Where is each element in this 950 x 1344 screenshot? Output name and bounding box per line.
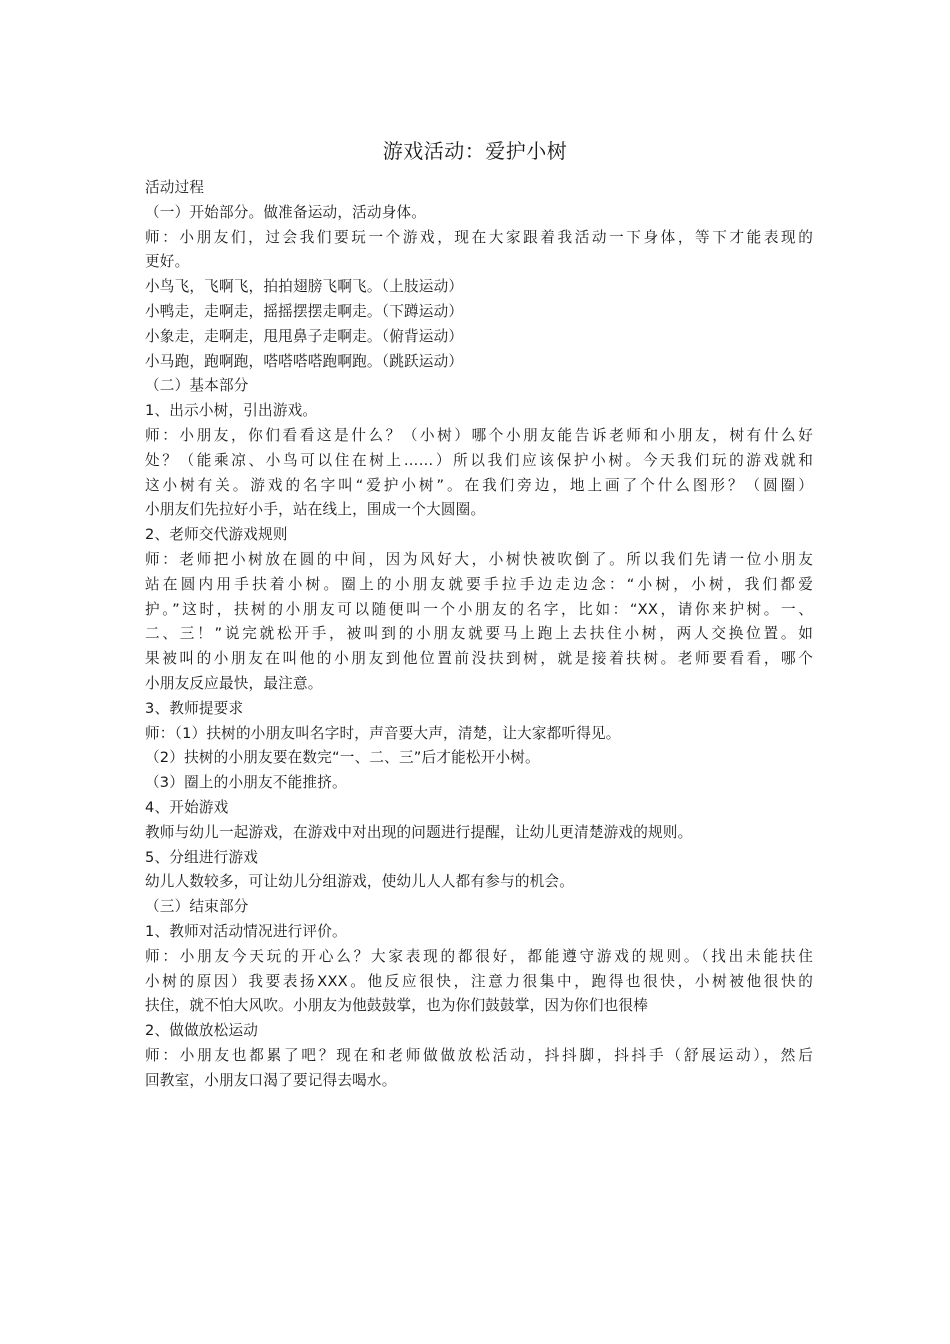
text-line: （二）基本部分 bbox=[145, 377, 249, 395]
text-line: 处？（能乘凉、小鸟可以住在树上……）所以我们应该保护小树。今天我们玩的游戏就和 bbox=[145, 451, 813, 469]
text-line: （2）扶树的小朋友要在数完“一、二、三”后才能松开小树。 bbox=[145, 749, 540, 767]
text-line: 更好。 bbox=[145, 253, 190, 271]
text-line: 回教室，小朋友口渴了要记得去喝水。 bbox=[145, 1071, 397, 1089]
text-line: 师：小朋友今天玩的开心么？大家表现的都很好，都能遵守游戏的规则。（找出未能扶住 bbox=[145, 947, 813, 965]
text-line: 活动过程 bbox=[145, 179, 205, 196]
text-line: 4、开始游戏 bbox=[145, 798, 229, 816]
text-line: 小马跑，跑啊跑，嗒嗒嗒嗒跑啊跑。（跳跃运动） bbox=[145, 352, 464, 370]
text-line: 小朋友反应最快，最注意。 bbox=[145, 674, 323, 692]
text-line: 果被叫的小朋友在叫他的小朋友到他位置前没扶到树，就是接着扶树。老师要看看，哪个 bbox=[145, 650, 813, 668]
text-line: 师：小朋友们，过会我们要玩一个游戏，现在大家跟着我活动一下身体，等下才能表现的 bbox=[145, 228, 813, 246]
text-line: （一）开始部分。做准备运动，活动身体。 bbox=[145, 203, 427, 221]
text-line: 3、教师提要求 bbox=[145, 699, 244, 717]
text-line: 小树的原因）我要表扬XXX。他反应很快，注意力很集中，跑得也很快，小树被他很快的 bbox=[145, 972, 813, 990]
text-line: 2、老师交代游戏规则 bbox=[145, 526, 288, 544]
text-line: （三）结束部分 bbox=[145, 898, 249, 916]
text-line: 这小树有关。游戏的名字叫“爱护小树”。在我们旁边，地上画了个什么图形？（圆圈） bbox=[145, 476, 813, 494]
text-line: 师：（1）扶树的小朋友叫名字时，声音要大声，清楚，让大家都听得见。 bbox=[145, 724, 621, 742]
text-line: 师：小朋友也都累了吧？现在和老师做做放松活动，抖抖脚，抖抖手（舒展运动），然后 bbox=[145, 1046, 813, 1064]
text-line: 小鸟飞，飞啊飞，拍拍翅膀飞啊飞。（上肢运动） bbox=[145, 278, 464, 296]
text-line: 二、三！”说完就松开手，被叫到的小朋友就要马上跑上去扶住小树，两人交换位置。如 bbox=[145, 625, 813, 643]
text-line: （3）圈上的小朋友不能推挤。 bbox=[145, 774, 347, 792]
text-line: 2、做做放松运动 bbox=[145, 1022, 259, 1040]
text-line: 师：小朋友，你们看看这是什么？（小树）哪个小朋友能告诉老师和小朋友，树有什么好 bbox=[145, 426, 813, 444]
text-line: 护。”这时，扶树的小朋友可以随便叫一个小朋友的名字，比如：“XX，请你来护树。一、 bbox=[145, 600, 813, 618]
text-line: 小象走，走啊走，甩甩鼻子走啊走。（俯背运动） bbox=[145, 327, 464, 345]
document-title: 游戏活动：爱护小树 bbox=[382, 139, 568, 163]
text-line: 5、分组进行游戏 bbox=[145, 848, 259, 866]
text-line: 小朋友们先拉好小手，站在线上，围成一个大圆圈。 bbox=[145, 501, 486, 519]
text-line: 1、出示小树，引出游戏。 bbox=[145, 402, 318, 420]
document-body bbox=[145, 176, 813, 1093]
text-line: 1、教师对活动情况进行评价。 bbox=[145, 922, 347, 940]
text-line: 教师与幼儿一起游戏，在游戏中对出现的问题进行提醒，让幼儿更清楚游戏的规则。 bbox=[145, 823, 693, 841]
text-line: 扶住，就不怕大风吹。小朋友为他鼓鼓掌，也为你们鼓鼓掌，因为你们也很棒 bbox=[145, 997, 648, 1015]
text-line: 站在圆内用手扶着小树。圈上的小朋友就要手拉手边走边念：“小树，小树，我们都爱 bbox=[145, 575, 813, 593]
text-line: 师：老师把小树放在圆的中间，因为风好大，小树快被吹倒了。所以我们先请一位小朋友 bbox=[145, 550, 813, 568]
text-line: 小鸭走，走啊走，摇摇摆摆走啊走。（下蹲运动） bbox=[145, 302, 464, 320]
text-line: 幼儿人数较多，可让幼儿分组游戏，使幼儿人人都有参与的机会。 bbox=[145, 873, 575, 891]
